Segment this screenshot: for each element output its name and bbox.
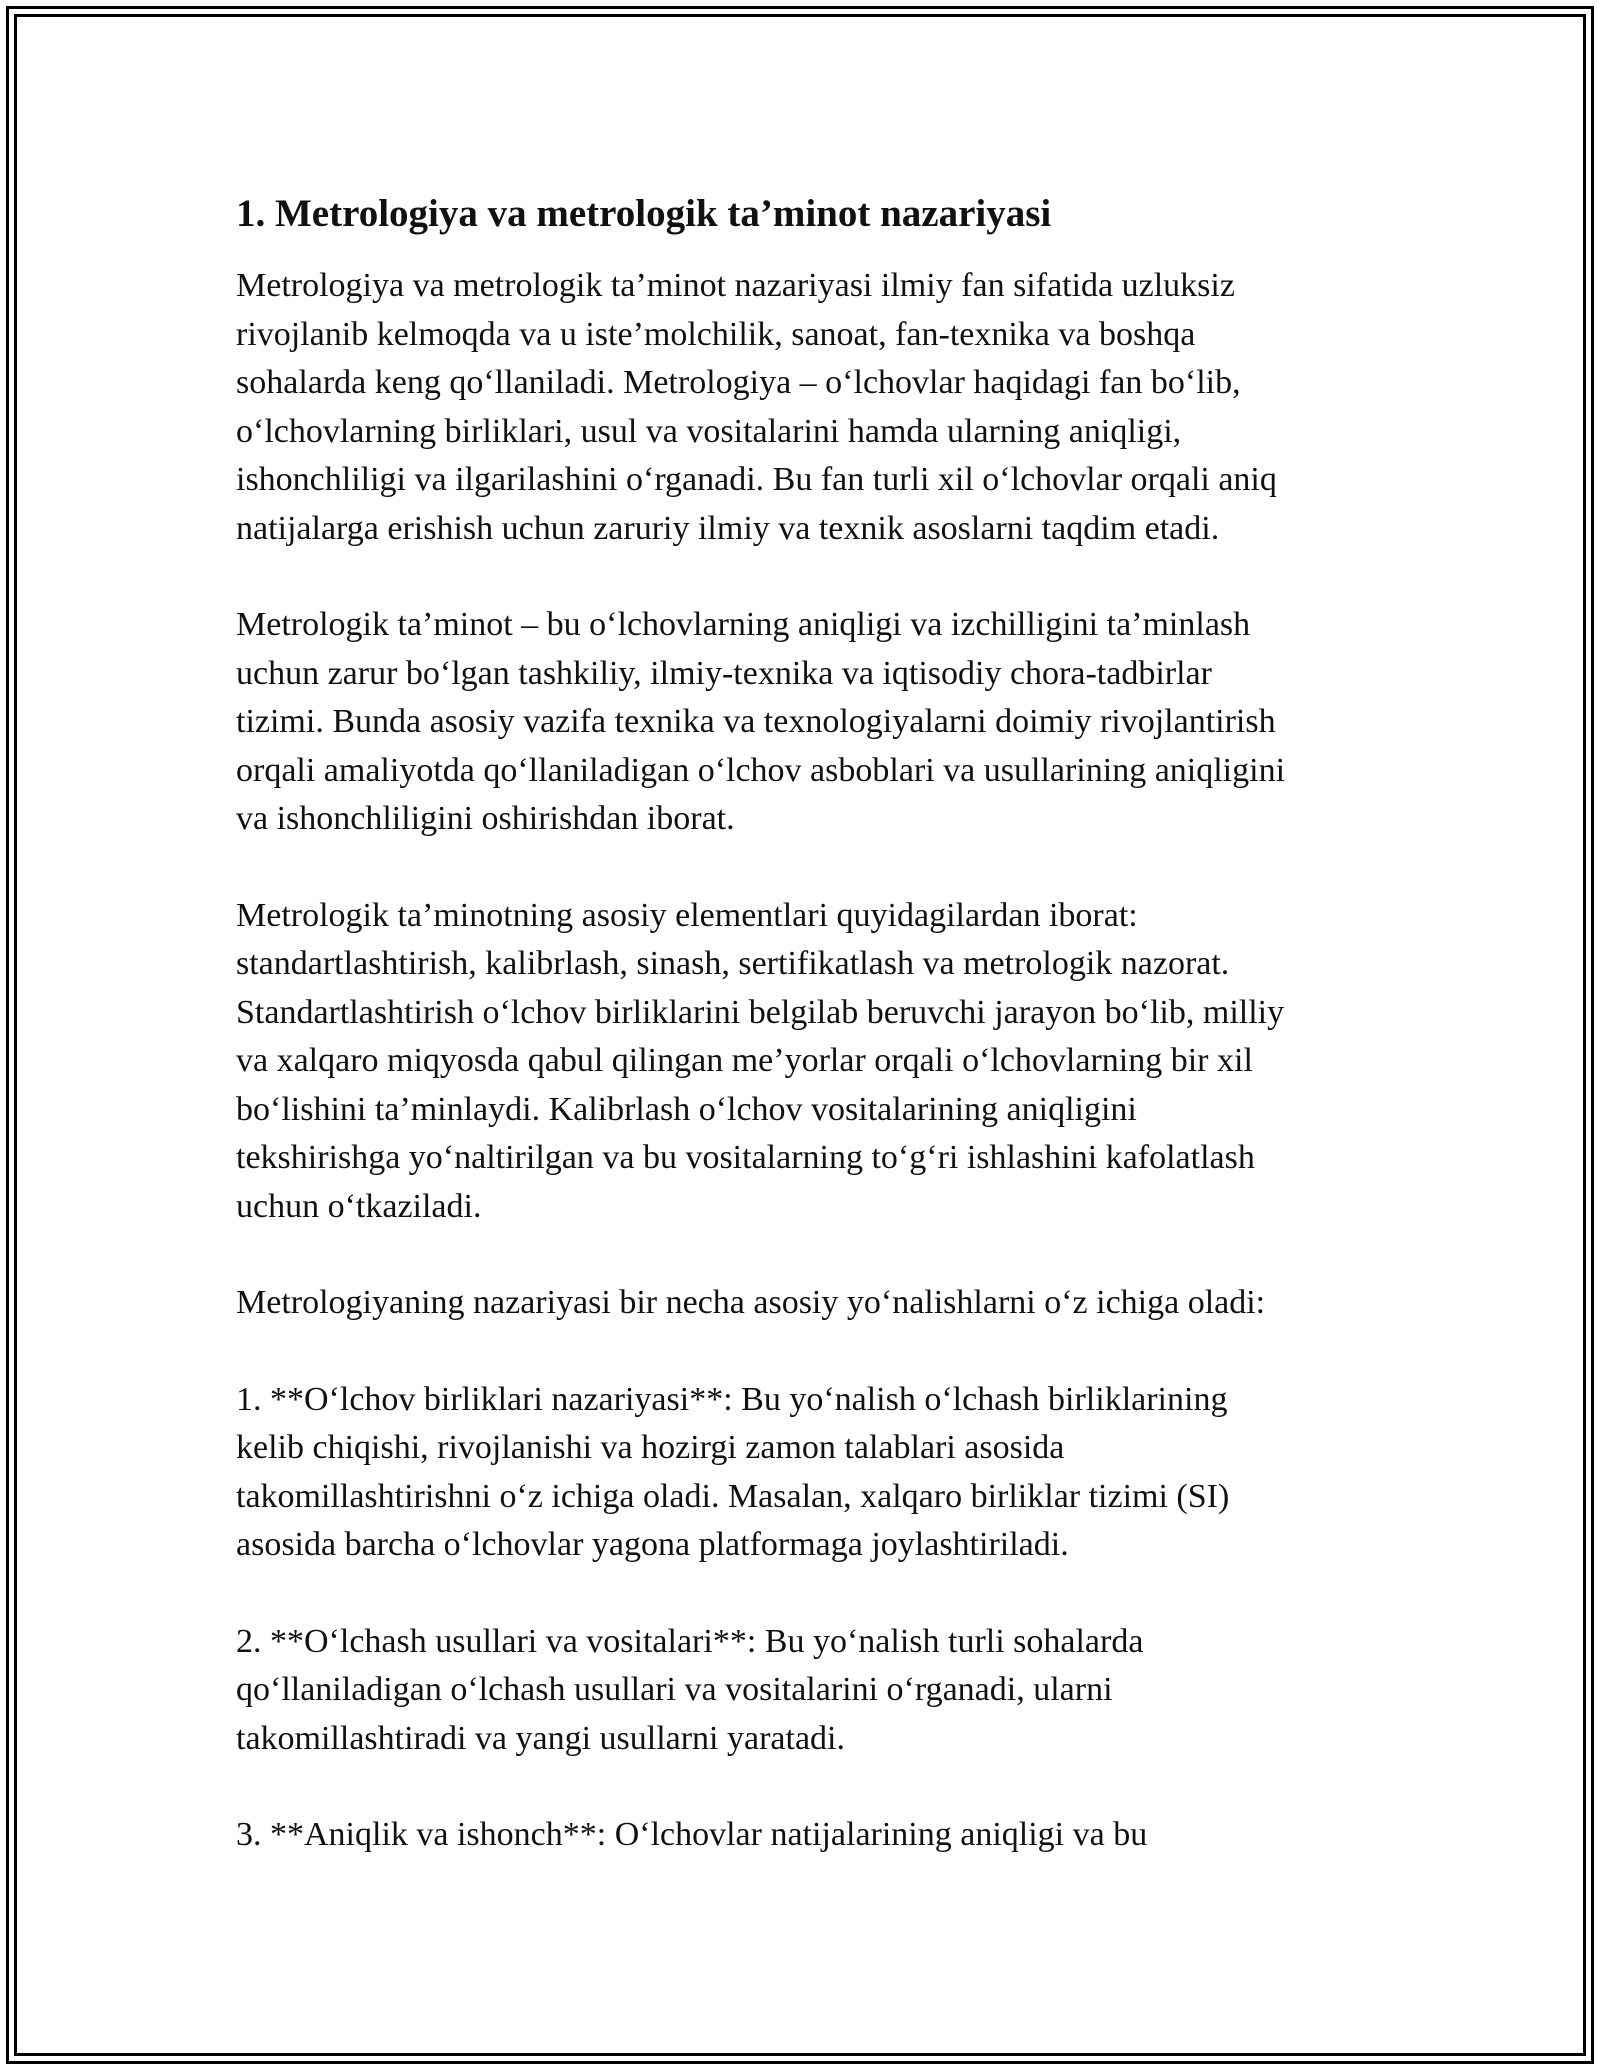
section-heading: 1. Metrologiya va metrologik ta’minot nazariyasi xyxy=(236,192,1052,235)
paragraph-intro: Metrologiya va metrologik ta’minot nazariyasi ilmiy fan sifatida uzluksiz rivojlanib kelmoqda va u iste’molchilik, sanoat, fan-texnika va boshqa sohalarda keng qo‘llaniladi. Metrologiya – o‘lchovlar haqidagi fan bo‘lib, o‘lchovlarning birliklari, usul va vositalarini hamda ularning aniqligi, ishonchliligi va ilgarilashini o‘rganadi. Bu fan turli xil o‘lchovlar orqali aniq natijalarga erishish uchun zaruriy ilmiy va texnik asoslarni taqdim etadi. xyxy=(236,267,1277,547)
paragraph-directions-intro: Metrologiyaning nazariyasi bir necha asosiy yo‘nalishlarni o‘z ichiga oladi: xyxy=(236,1284,1266,1321)
list-item-units-theory: 1. **O‘lchov birliklari nazariyasi**: Bu yo‘nalish o‘lchash birliklarining kelib chiqishi, rivojlanishi va hozirgi zamon talablari asosida takomillashtirishni o‘z ichiga oladi. Masalan, xalqaro birliklar tizimi (SI) asosida barcha o‘lchovlar yagona platformaga joylashtiriladi. xyxy=(236,1380,1230,1563)
paragraph-elements: Metrologik ta’minotning asosiy elementlari quyidagilardan iborat: standartlashtirish, kalibrlash, sinash, sertifikatlash va metrologik nazorat. Standartlashtirish o‘lchov birliklarini belgilab beruvchi jarayon bo‘lib, milliy va xalqaro miqyosda qabul qilingan me’yorlar orqali o‘lchovlarning bir xil bo‘lishini ta’minlaydi. Kalibrlash o‘lchov vositalarining aniqligini tekshirishga yo‘naltirilgan va bu vositalarning to‘g‘ri ishlashini kafolatlash uchun o‘tkaziladi. xyxy=(236,896,1285,1225)
document-body xyxy=(236,186,1376,1908)
list-item-accuracy-reliability: 3. **Aniqlik va ishonch**: O‘lchovlar natijalarining aniqligi va bu xyxy=(236,1816,1148,1853)
paragraph-metrological-support: Metrologik ta’minot – bu o‘lchovlarning aniqligi va izchilligini ta’minlash uchun zarur bo‘lgan tashkiliy, ilmiy-texnika va iqtisodiy chora-tadbirlar tizimi. Bunda asosiy vazifa texnika va texnologiyalarni doimiy rivojlantirish orqali amaliyotda qo‘llaniladigan o‘lchov asboblari va usullarining aniqligini va ishonchliligini oshirishdan iborat. xyxy=(236,606,1286,837)
list-item-methods-tools: 2. **O‘lchash usullari va vositalari**: Bu yo‘nalish turli sohalarda qo‘llaniladigan o‘lchash usullari va vositalarini o‘rganadi, ularni takomillashtiradi va yangi usullarni yaratadi. xyxy=(236,1622,1144,1757)
